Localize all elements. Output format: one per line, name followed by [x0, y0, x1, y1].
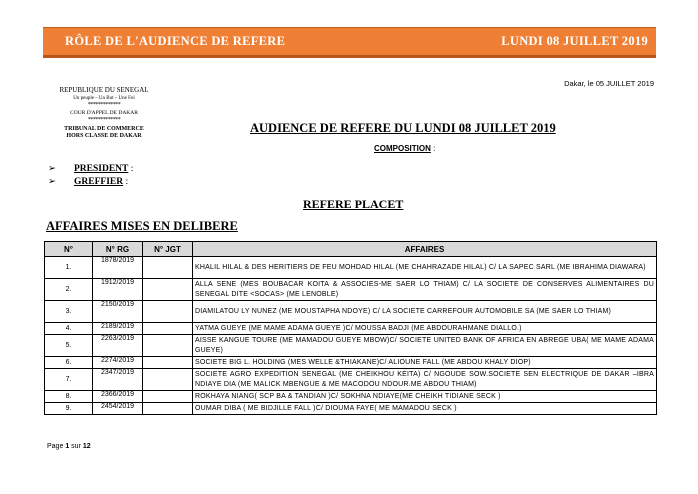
separator-stars: *************: [87, 102, 121, 108]
dateline: Dakar, le 05 JUILLET 2019: [564, 79, 654, 88]
cell-affaire: SOCIETE AGRO EXPEDITION SENEGAL (ME CHEIKHOU KEITA) C/ NGOUDE SOW.SOCIETE SEN ELECTRIQUE DE DAKAR –IBRA NDIAYE DIA (ME MALICK MBENGUE & ME MACODOU NDOUR.ME ABDOU THIAM): [193, 369, 657, 391]
cell-rg: 2189/2019: [93, 323, 143, 335]
cell-affaire: KHALIL HILAL & DES HERITIERS DE FEU MOHDAD HILAL (ME CHAHRAZADE HILAL) C/ LA SAPEC SARL (ME IBRAHIMA DIAWARA): [193, 257, 657, 279]
table-row: [45, 301, 657, 323]
cell-jgt: [143, 403, 193, 415]
cell-jgt: [143, 369, 193, 391]
col-header-jgt: N° JGT: [143, 242, 193, 257]
cell-affaire: ALLA SENE (MES BOUBACAR KOITA & ASSOCIES-ME SAER LO THIAM) C/ LA SOCIETE DE CONSERVES ALIMENTAIRES DU SENEGAL DITE <SOCAS> (ME LENOBLE): [193, 279, 657, 301]
audience-title: AUDIENCE DE REFERE DU LUNDI 08 JUILLET 2019: [250, 121, 556, 135]
institution-header: [45, 86, 163, 140]
cell-rg: 2366/2019: [93, 391, 143, 403]
cell-affaire: OUMAR DIBA ( ME BIDJILLE FALL )C/ DIOUMA FAYE( ME MAMADOU SECK ): [193, 403, 657, 415]
cell-jgt: [143, 357, 193, 369]
header-banner: [43, 27, 656, 55]
cell-jgt: [143, 301, 193, 323]
table-row: [45, 323, 657, 335]
cell-rg: 1878/2019: [93, 257, 143, 279]
refere-placet-heading: REFERE PLACET: [303, 197, 404, 211]
cell-num: 2.: [45, 279, 93, 301]
cell-num: 9.: [45, 403, 93, 415]
footer-page-total: 12: [82, 443, 91, 450]
cell-rg: 2347/2019: [93, 369, 143, 391]
table-row: [45, 335, 657, 357]
cell-jgt: [143, 391, 193, 403]
cell-rg: 2150/2019: [93, 301, 143, 323]
banner-title: RÔLE DE L'AUDIENCE DE REFERE: [65, 34, 286, 48]
court-line: COUR D'APPEL DE DAKAR: [70, 110, 138, 116]
role-colon: :: [128, 164, 134, 174]
role-president: [48, 163, 133, 174]
cell-jgt: [143, 335, 193, 357]
col-header-rg: N° RG: [93, 242, 143, 257]
table-row: [45, 403, 657, 415]
cell-rg: 2263/2019: [93, 335, 143, 357]
table-row: [45, 369, 657, 391]
cell-num: 5.: [45, 335, 93, 357]
arrow-bullet-icon: ➢: [48, 164, 56, 174]
cell-num: 7.: [45, 369, 93, 391]
table-row: [45, 279, 657, 301]
banner-shadow: [43, 55, 656, 58]
cell-rg: 1912/2019: [93, 279, 143, 301]
cell-jgt: [143, 323, 193, 335]
cell-affaire: DIAMILATOU LY NUNEZ (ME MOUSTAPHA NDOYE) C/ LA SOCIETE CARREFOUR AUTOMOBILE SA (ME SAER LO THIAM): [193, 301, 657, 323]
role-colon: :: [123, 177, 129, 187]
cell-num: 1.: [45, 257, 93, 279]
cell-num: 3.: [45, 301, 93, 323]
cell-affaire: YATMA GUEYE (ME MAME ADAMA GUEYE )C/ MOUSSA BADJI (ME ABDOURAHMANE DIALLO.): [193, 323, 657, 335]
composition-label: [374, 144, 435, 153]
tribunal-line: TRIBUNAL DE COMMERCE: [64, 126, 144, 132]
tribunal-class-line: HORS CLASSE DE DAKAR: [66, 133, 142, 139]
col-header-num: N°: [45, 242, 93, 257]
footer-sur: sur: [71, 443, 81, 450]
composition-word: COMPOSITION: [374, 144, 431, 153]
footer-page-number: 1: [65, 443, 70, 450]
cell-affaire: AISSE KANGUE TOURE (ME MAMADOU GUEYE MBOW)C/ SOCIETE UNITED BANK OF AFRICA EN ABREGE UBA( ME MAME ADAMA GUEYE): [193, 335, 657, 357]
table-row: [45, 391, 657, 403]
role-label: GREFFIER: [74, 177, 124, 187]
role-label: PRESIDENT: [74, 164, 129, 174]
motto-line: Un peuple – Un But – Une Foi: [73, 96, 135, 101]
cell-rg: 2454/2019: [93, 403, 143, 415]
cell-rg: 2274/2019: [93, 357, 143, 369]
col-header-affaires: AFFAIRES: [193, 242, 657, 257]
composition-colon: :: [430, 144, 436, 153]
table-row: [45, 257, 657, 279]
cell-jgt: [143, 257, 193, 279]
role-greffier: [48, 176, 128, 187]
affaires-table: [44, 241, 657, 415]
cell-num: 4.: [45, 323, 93, 335]
cell-num: 8.: [45, 391, 93, 403]
cell-affaire: SOCIETE BIG L. HOLDING (MES WELLE &THIAKANE)C/ ALIOUNE FALL (ME ABDOU KHALY DIOP): [193, 357, 657, 369]
cell-jgt: [143, 279, 193, 301]
arrow-bullet-icon: ➢: [48, 177, 56, 187]
cell-affaire: ROKHAYA NIANG( SCP BA & TANDIAN )C/ SOKHNA NDIAYE(ME CHEIKH TIDIANE SECK ): [193, 391, 657, 403]
affaires-heading: AFFAIRES MISES EN DELIBERE: [46, 219, 238, 233]
table-row: [45, 357, 657, 369]
cell-num: 6.: [45, 357, 93, 369]
separator-stars: *************: [87, 117, 121, 123]
footer-page-word: Page: [47, 443, 64, 450]
page-footer: [47, 443, 91, 450]
banner-date: LUNDI 08 JUILLET 2019: [501, 34, 648, 48]
republic-line: REPUBLIQUE DU SENEGAL: [59, 86, 149, 94]
table-header-row: [45, 242, 657, 257]
